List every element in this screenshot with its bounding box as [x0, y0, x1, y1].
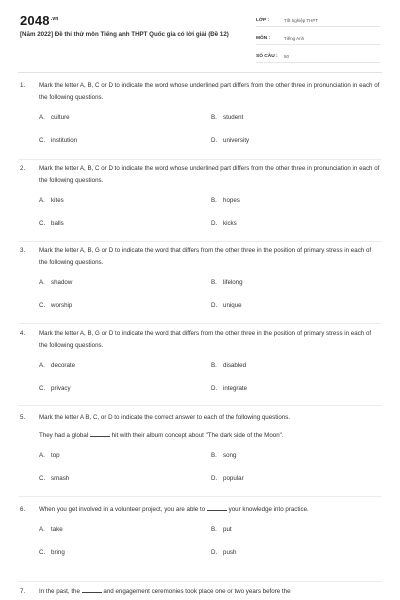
question-text: Mark the letter A B, C, or D to indicate the correct answer to each of the following questions. [39, 414, 291, 421]
question-number: 5. [20, 414, 26, 421]
option-a[interactable]: A. top [39, 451, 60, 459]
option-a[interactable]: A. decorate [39, 361, 76, 369]
option-a[interactable]: A. culture [39, 113, 70, 121]
option-c[interactable]: C. worship [39, 301, 73, 309]
meta-row-class [256, 14, 380, 27]
meta-key: SỐ CÂU : [256, 53, 278, 59]
option-b[interactable]: B. disabled [211, 361, 247, 369]
option-d[interactable]: D. integrate [211, 384, 248, 392]
question-text: Mark the letter A, B, G or D to indicate the word that differs from the other three in the position of primary stress in each of the following questions. [39, 330, 372, 349]
question-number: 1. [20, 82, 26, 89]
header-divider [18, 72, 382, 73]
question-separator [18, 581, 382, 582]
question-1 [20, 80, 380, 145]
option-b[interactable]: B. song [211, 451, 237, 459]
question-stem: They had a global hit with their album concept about "The dark side of the Moon". [39, 432, 284, 439]
question-separator [18, 405, 382, 406]
question-number: 4. [20, 330, 26, 337]
meta-row-count [256, 50, 380, 63]
question-text: Mark the letter A, B, C or D to indicate the word whose underlined part differs from the other three in pronunciation in each of the following questions. [39, 82, 380, 101]
answer-blank [82, 586, 102, 593]
answer-options [39, 450, 380, 483]
option-b[interactable]: B. hopes [211, 196, 240, 204]
option-c[interactable]: C. privacy [39, 384, 71, 392]
question-number: 7. [20, 588, 26, 595]
option-d[interactable]: D. university [211, 136, 250, 144]
answer-options [39, 524, 380, 557]
question-text: Mark the letter A, B, G or D to indicate the word that differs from the other three in the position of primary stress in each of the following questions. [39, 247, 372, 266]
option-c[interactable]: C. balls [39, 219, 64, 227]
option-a[interactable]: A. take [39, 525, 63, 533]
question-6 [20, 504, 380, 557]
option-a[interactable]: A. shadow [39, 278, 73, 286]
page-title: [Năm 2022] Đề thi thử môn Tiếng anh THPT Quốc gia có lời giải (Đề 12) [20, 31, 229, 38]
option-c[interactable]: C. bring [39, 548, 65, 556]
question-text: When you get involved in a volunteer project, you are able to your knowledge into practice. [39, 506, 309, 513]
question-number: 6. [20, 506, 26, 513]
answer-blank [207, 504, 227, 511]
answer-options [39, 277, 380, 310]
option-d[interactable]: D. kicks [211, 219, 237, 227]
option-d[interactable]: D. push [211, 548, 237, 556]
option-b[interactable]: B. student [211, 113, 244, 121]
question-2 [20, 163, 380, 228]
option-b[interactable]: B. put [211, 525, 232, 533]
question-separator [18, 159, 382, 160]
option-c[interactable]: C. institution [39, 136, 78, 144]
question-separator [18, 496, 382, 497]
answer-options [39, 195, 380, 228]
answer-blank [90, 430, 110, 437]
option-d[interactable]: D. popular [211, 474, 244, 482]
answer-options [39, 360, 380, 393]
option-a[interactable]: A. kites [39, 196, 64, 204]
exam-meta [256, 14, 380, 68]
option-d[interactable]: D. unique [211, 301, 242, 309]
meta-key: MÔN : [256, 35, 271, 41]
question-number: 2. [20, 165, 26, 172]
answer-options [39, 112, 380, 145]
meta-row-subject [256, 32, 380, 45]
option-c[interactable]: C. smash [39, 474, 70, 482]
meta-key: LỚP : [256, 17, 270, 23]
question-4 [20, 328, 380, 393]
question-separator [18, 241, 382, 242]
question-3 [20, 245, 380, 310]
question-5 [20, 412, 380, 483]
meta-value: Tiếng Anh [284, 35, 305, 41]
meta-value: Tốt nghiệp THPT [284, 17, 319, 23]
question-separator [18, 323, 382, 324]
question-number: 3. [20, 247, 26, 254]
page-header [0, 0, 400, 70]
option-b[interactable]: B. lifelong [211, 278, 243, 286]
meta-value: 50 [284, 53, 290, 59]
question-text: In the past, the and engagement ceremonies took place one or two years before the [39, 588, 291, 595]
question-7 [20, 586, 380, 598]
question-text: Mark the letter A, B, C or D to indicate the word whose underlined part differs from the other three in pronunciation in each of the following questions. [39, 165, 380, 184]
site-logo[interactable]: $2048^{.vn}$ [20, 13, 59, 28]
